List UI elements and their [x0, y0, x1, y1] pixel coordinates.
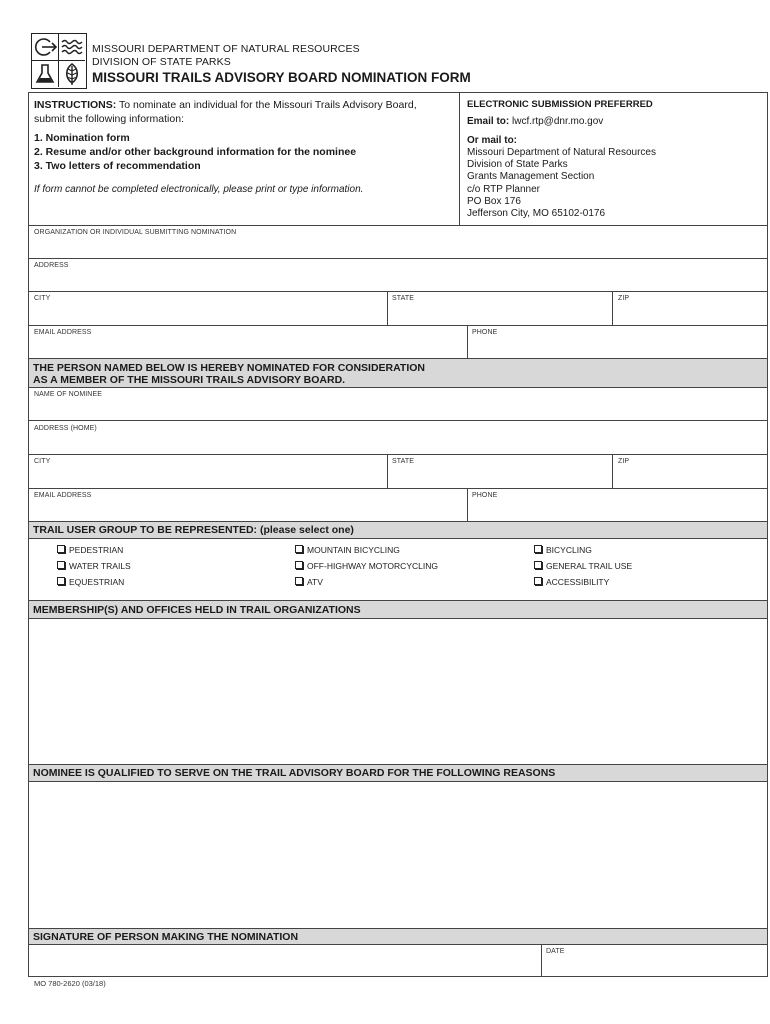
instructions-panel [34, 98, 454, 197]
option-label: MOUNTAIN BICYCLING [307, 545, 400, 555]
mail-address-line: Division of State Parks [467, 159, 568, 171]
checkbox[interactable] [57, 545, 65, 553]
submission-heading: ELECTRONIC SUBMISSION PREFERRED [467, 99, 653, 110]
qualifications-heading: NOMINEE IS QUALIFIED TO SERVE ON THE TRAIL ADVISORY BOARD FOR THE FOLLOWING REASONS [28, 764, 768, 782]
submitter-city-field[interactable] [29, 292, 387, 325]
option-label: EQUESTRIAN [69, 577, 125, 587]
arrow-circle-icon [32, 34, 59, 61]
nominee-name-field[interactable] [28, 387, 768, 421]
submission-panel [467, 99, 762, 221]
nominee-zip-field[interactable] [613, 455, 767, 488]
option-equestrian[interactable] [57, 577, 124, 587]
nominee-phone-label: PHONE [472, 492, 498, 499]
submitter-org-field[interactable] [28, 225, 768, 259]
checkbox[interactable] [534, 561, 542, 569]
submitter-email-field[interactable] [29, 326, 467, 358]
submitter-zip-label: ZIP [618, 295, 630, 302]
nominee-banner-line-1: THE PERSON NAMED BELOW IS HEREBY NOMINATED FOR CONSIDERATION [33, 362, 426, 374]
option-label: ATV [307, 577, 323, 587]
signature-heading: SIGNATURE OF PERSON MAKING THE NOMINATION [28, 928, 768, 945]
membership-textarea[interactable] [28, 618, 768, 765]
signature-row [28, 944, 768, 977]
submitter-state-label: STATE [392, 295, 415, 302]
submitter-state-field[interactable] [388, 292, 612, 325]
nominee-city-label: CITY [34, 458, 51, 465]
instructions-text: To nominate an individual for the Missouri Trails Advisory Board, [116, 99, 417, 111]
mail-address-line: Jefferson City, MO 65102-0176 [467, 208, 606, 220]
option-label: BICYCLING [546, 545, 592, 555]
nominee-contact-row [28, 488, 768, 522]
membership-heading: MEMBERSHIP(S) AND OFFICES HELD IN TRAIL ORGANIZATIONS [28, 600, 768, 619]
mail-address-line: c/o RTP Planner [467, 183, 541, 195]
nominee-name-label: NAME OF NOMINEE [34, 391, 103, 398]
date-label: DATE [546, 948, 565, 955]
submitter-org-label: ORGANIZATION OR INDIVIDUAL SUBMITTING NOMINATION [34, 229, 237, 236]
option-label: WATER TRAILS [69, 561, 131, 571]
nominee-phone-field[interactable] [468, 489, 767, 521]
nominee-state-field[interactable] [388, 455, 612, 488]
nominee-state-label: STATE [392, 458, 415, 465]
submitter-address-label: ADDRESS [34, 262, 69, 269]
nominee-address-label: ADDRESS (HOME) [34, 425, 97, 432]
option-label: ACCESSIBILITY [546, 577, 610, 587]
option-label: GENERAL TRAIL USE [546, 561, 633, 571]
date-field[interactable] [542, 944, 767, 976]
water-waves-icon [59, 34, 85, 61]
leaf-icon [59, 61, 85, 87]
option-pedestrian[interactable] [57, 545, 123, 555]
nominee-banner [28, 358, 768, 388]
submitter-zip-field[interactable] [613, 292, 767, 325]
nominee-email-label: EMAIL ADDRESS [34, 492, 92, 499]
trail-group-heading: TRAIL USER GROUP TO BE REPRESENTED: (please select one) [28, 521, 768, 539]
instruction-item-1: 1. Nomination form [34, 132, 130, 144]
instruction-item-3: 3. Two letters of recommendation [34, 160, 201, 172]
submitter-phone-label: PHONE [472, 329, 498, 336]
dnr-logo [31, 33, 87, 89]
submission-email[interactable]: lwcf.rtp@dnr.mo.gov [509, 116, 604, 128]
submitter-phone-field[interactable] [468, 326, 767, 358]
nominee-city-field[interactable] [29, 455, 387, 488]
option-general-trail-use[interactable] [534, 561, 632, 571]
division-name: DIVISION OF STATE PARKS [92, 56, 231, 68]
nominee-email-field[interactable] [29, 489, 467, 521]
form-number: MO 780-2620 (03/18) [34, 979, 106, 988]
checkbox[interactable] [295, 561, 303, 569]
flask-icon [32, 61, 59, 87]
checkbox[interactable] [295, 577, 303, 585]
qualifications-textarea[interactable] [28, 781, 768, 929]
email-to-label: Email to: [467, 116, 510, 128]
instructions-text-2: submit the following information: [34, 113, 184, 125]
mail-to-label: Or mail to: [467, 134, 518, 146]
option-label: PEDESTRIAN [69, 545, 124, 555]
option-water-trails[interactable] [57, 561, 131, 571]
option-mountain-bicycling[interactable] [295, 545, 400, 555]
instructions-divider [459, 93, 460, 225]
checkbox[interactable] [57, 561, 65, 569]
nominee-address-field[interactable] [28, 420, 768, 455]
option-atv[interactable] [295, 577, 323, 587]
submitter-address-field[interactable] [28, 258, 768, 292]
submitter-city-label: CITY [34, 295, 51, 302]
mail-address-line: Grants Management Section [467, 171, 595, 183]
option-bicycling[interactable] [534, 545, 592, 555]
nominee-banner-line-2: AS A MEMBER OF THE MISSOURI TRAILS ADVISORY BOARD. [33, 374, 346, 386]
option-off-highway-motorcycling[interactable] [295, 561, 438, 571]
form-title: MISSOURI TRAILS ADVISORY BOARD NOMINATION FORM [92, 70, 471, 85]
mail-address-line: Missouri Department of Natural Resources [467, 146, 656, 158]
checkbox[interactable] [295, 545, 303, 553]
submitter-contact-row [28, 325, 768, 359]
nominee-city-state-zip-row [28, 454, 768, 489]
option-label: OFF-HIGHWAY MOTORCYCLING [307, 561, 438, 571]
checkbox[interactable] [57, 577, 65, 585]
department-name: MISSOURI DEPARTMENT OF NATURAL RESOURCES [92, 43, 360, 55]
mail-address-line: PO Box 176 [467, 196, 521, 208]
submitter-city-state-zip-row [28, 291, 768, 326]
nominee-zip-label: ZIP [618, 458, 630, 465]
checkbox[interactable] [534, 577, 542, 585]
instruction-item-2: 2. Resume and/or other background information for the nominee [34, 146, 357, 158]
signature-field[interactable] [29, 944, 541, 976]
submitter-email-label: EMAIL ADDRESS [34, 329, 92, 336]
option-accessibility[interactable] [534, 577, 609, 587]
trail-group-options [28, 538, 768, 601]
checkbox[interactable] [534, 545, 542, 553]
instructions-note: If form cannot be completed electronically, please print or type information. [34, 184, 364, 195]
instructions-heading: INSTRUCTIONS: [34, 99, 117, 111]
